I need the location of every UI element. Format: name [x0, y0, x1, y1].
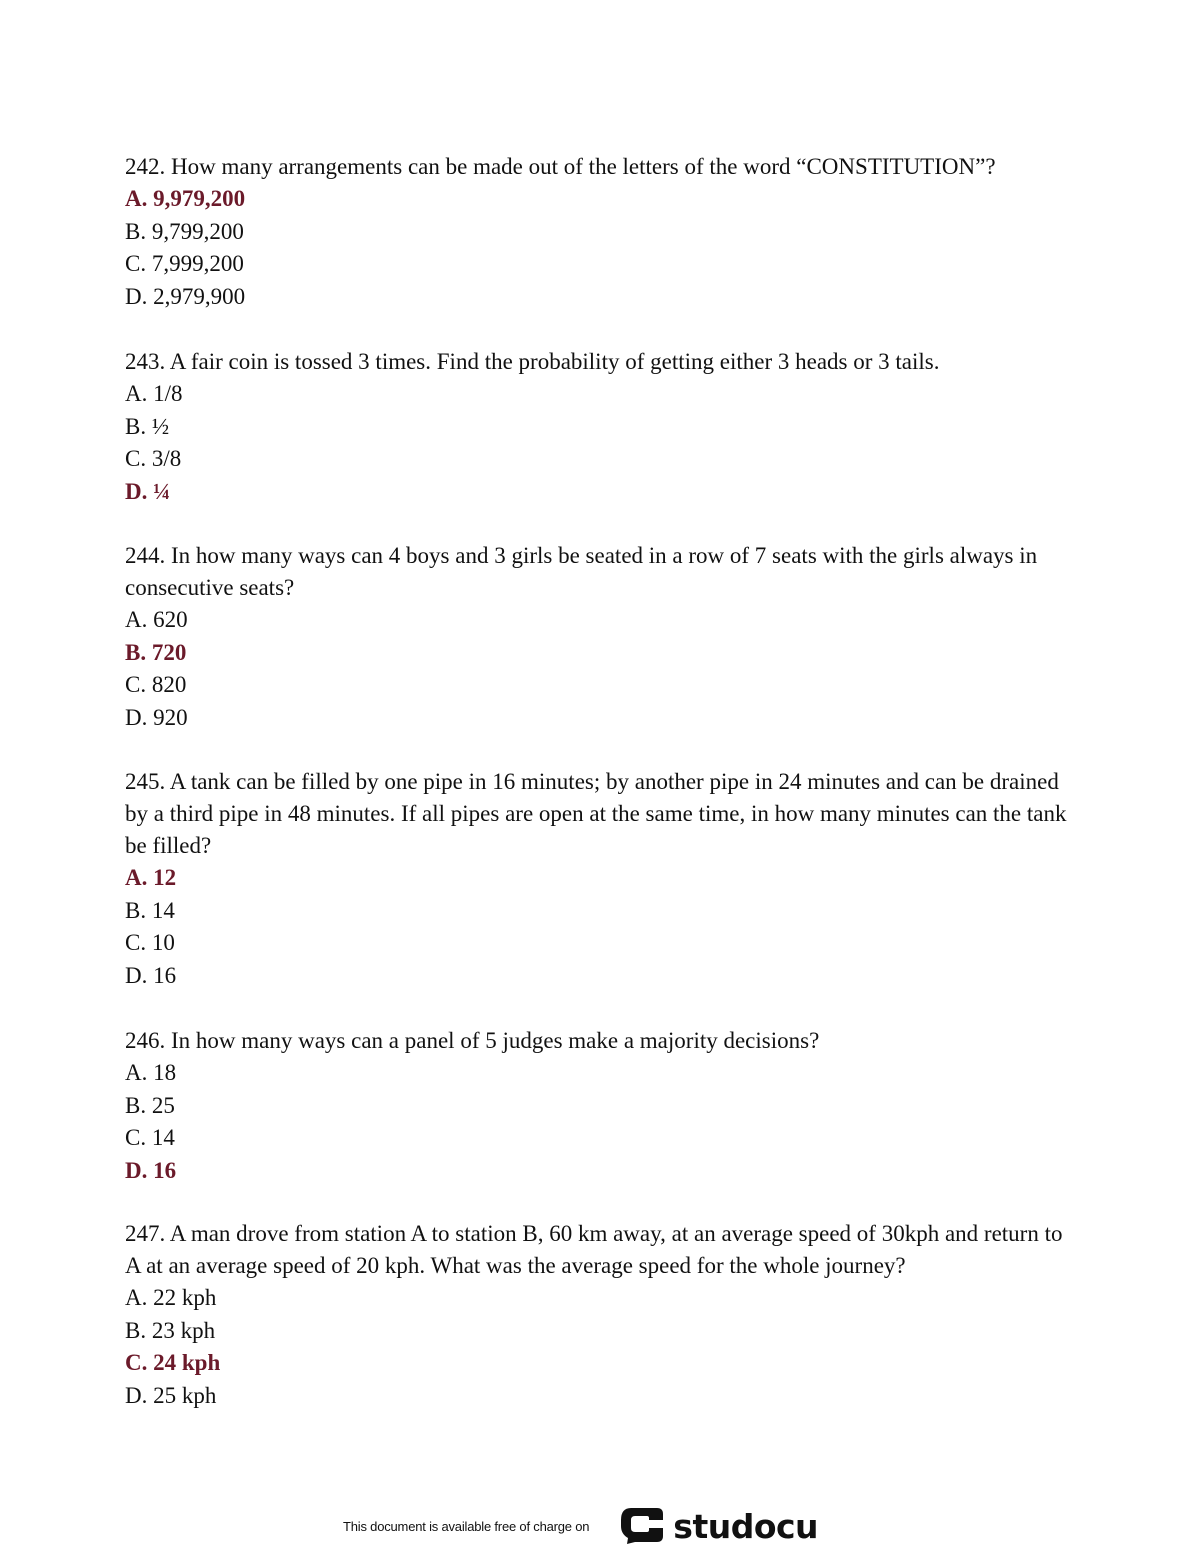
- answer-option: C. 7,999,200: [125, 251, 244, 276]
- question-text: 242. How many arrangements can be made out of the letters of the word “CONSTITUTION”?: [125, 154, 996, 179]
- answer-option: D. 25 kph: [125, 1382, 217, 1408]
- answer-option: A. 12: [125, 865, 177, 890]
- answer-option: D. 16: [125, 962, 177, 988]
- answer-option: C. 14: [125, 1125, 175, 1150]
- question-block: [125, 1218, 1080, 1412]
- answer-option: B. 720: [125, 639, 187, 665]
- answer-option: C. 24 kph: [125, 1350, 221, 1375]
- answer-option: D. 2,979,900: [125, 283, 246, 309]
- studocu-brand-link[interactable]: studocu: [673, 1506, 819, 1546]
- question-block: [125, 1025, 1080, 1187]
- question-text: 243. A fair coin is tossed 3 times. Find the probability of getting either 3 heads or 3 tails.: [125, 349, 940, 374]
- answer-option: A. 9,979,200: [125, 186, 246, 211]
- answer-option: B. 9,799,200: [125, 218, 244, 244]
- answer-option: D. 16: [125, 1157, 177, 1183]
- answer-option: C. 3/8: [125, 446, 182, 471]
- answer-option: C. 10: [125, 930, 175, 955]
- answer-option: B. ½: [125, 413, 170, 439]
- answer-option: D. ¼: [125, 478, 171, 504]
- answer-option: B. 14: [125, 897, 175, 923]
- question-text: 245. A tank can be filled by one pipe in 16 minutes; by another pipe in 24 minutes and can be drained by a third pipe in 48 minutes. If all pipes are open at the same time, in how many minutes can the tank be filled?: [125, 769, 1067, 858]
- answer-option: A. 1/8: [125, 381, 183, 406]
- answer-option: A. 18: [125, 1060, 177, 1085]
- answer-option: A. 620: [125, 607, 188, 632]
- question-block: [125, 151, 1080, 313]
- question-block: [125, 346, 1080, 508]
- question-text: 244. In how many ways can 4 boys and 3 girls be seated in a row of 7 seats with the girls always in consecutive seats?: [125, 543, 1038, 600]
- studocu-logo-icon[interactable]: [617, 1506, 665, 1546]
- answer-option: A. 22 kph: [125, 1285, 217, 1310]
- answer-option: B. 23 kph: [125, 1317, 216, 1343]
- question-text: 246. In how many ways can a panel of 5 judges make a majority decisions?: [125, 1028, 820, 1053]
- question-text: 247. A man drove from station A to station B, 60 km away, at an average speed of 30kph and return to A at an average speed of 20 kph. What was the average speed for the whole journey?: [125, 1221, 1063, 1278]
- footer-text: This document is available free of charge on: [343, 1518, 590, 1534]
- answer-option: C. 820: [125, 672, 187, 697]
- question-block: [125, 766, 1080, 992]
- question-block: [125, 540, 1080, 734]
- answer-option: D. 920: [125, 704, 188, 730]
- footer: [343, 1503, 818, 1549]
- answer-option: B. 25: [125, 1092, 175, 1118]
